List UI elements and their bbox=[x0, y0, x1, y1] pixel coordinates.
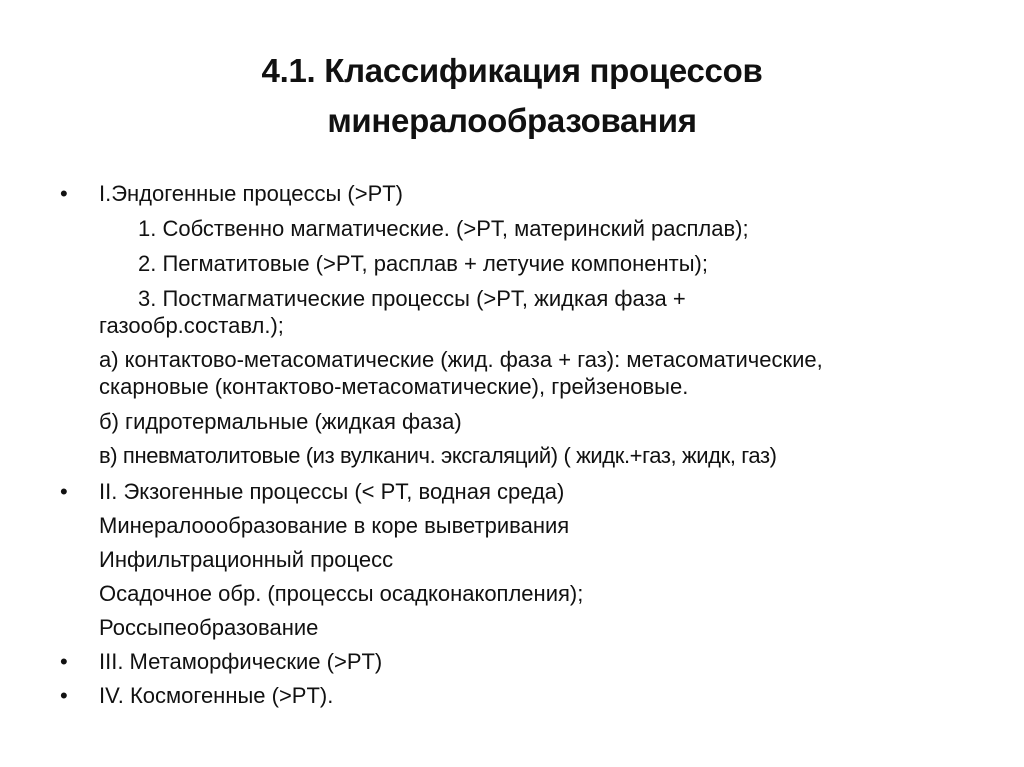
list-item-infiltration: Инфильтрационный процесс bbox=[99, 547, 394, 572]
list-item-hydrothermal: б) гидротермальные (жидкая фаза) bbox=[99, 409, 462, 434]
bullet-icon: • bbox=[60, 479, 68, 504]
list-item-metamorphic: III. Метаморфические (>PT) bbox=[99, 649, 383, 674]
list-item-postmagmatic: 3. Постмагматические процессы (>PT, жидкая фаза + bbox=[138, 286, 686, 311]
bullet-icon: • bbox=[60, 181, 68, 206]
slide-title bbox=[0, 46, 1024, 146]
bullet-icon: • bbox=[60, 683, 68, 708]
list-item-placer: Россыпеобразование bbox=[99, 615, 319, 640]
list-item-contact-metasomatic-cont: скарновые (контактово-метасоматические), грейзеновые. bbox=[99, 374, 689, 399]
list-item-sedimentary: Осадочное обр. (процессы осадконакопления); bbox=[99, 581, 584, 606]
list-item-cosmogenic: IV. Космогенные (>PT). bbox=[99, 683, 334, 708]
list-item-pegmatite: 2. Пегматитовые (>PT, расплав + летучие компоненты); bbox=[138, 251, 708, 276]
list-item-exogenous: II. Экзогенные процессы (< PT, водная среда) bbox=[99, 479, 565, 504]
slide-title-line-1: 4.1. Классификация процессов bbox=[261, 52, 763, 89]
list-item-contact-metasomatic: а) контактово-метасоматические (жид. фаза + газ): метасоматические, bbox=[99, 347, 823, 372]
slide-title-line-2: минералообразования bbox=[327, 102, 697, 139]
list-item-postmagmatic-cont: газообр.составл.); bbox=[99, 313, 284, 338]
list-item-magmatic: 1. Собственно магматические. (>PT, материнский расплав); bbox=[138, 216, 749, 241]
list-item-pneumatolytic: в) пневматолитовые (из вулканич. эксгаляций) ( жидк.+газ, жидк, газ) bbox=[99, 443, 777, 468]
list-item-weathering-crust: Минералоообразование в коре выветривания bbox=[99, 513, 570, 538]
bullet-icon: • bbox=[60, 649, 68, 674]
list-item-endogenous: I.Эндогенные процессы (>PT) bbox=[99, 181, 404, 206]
